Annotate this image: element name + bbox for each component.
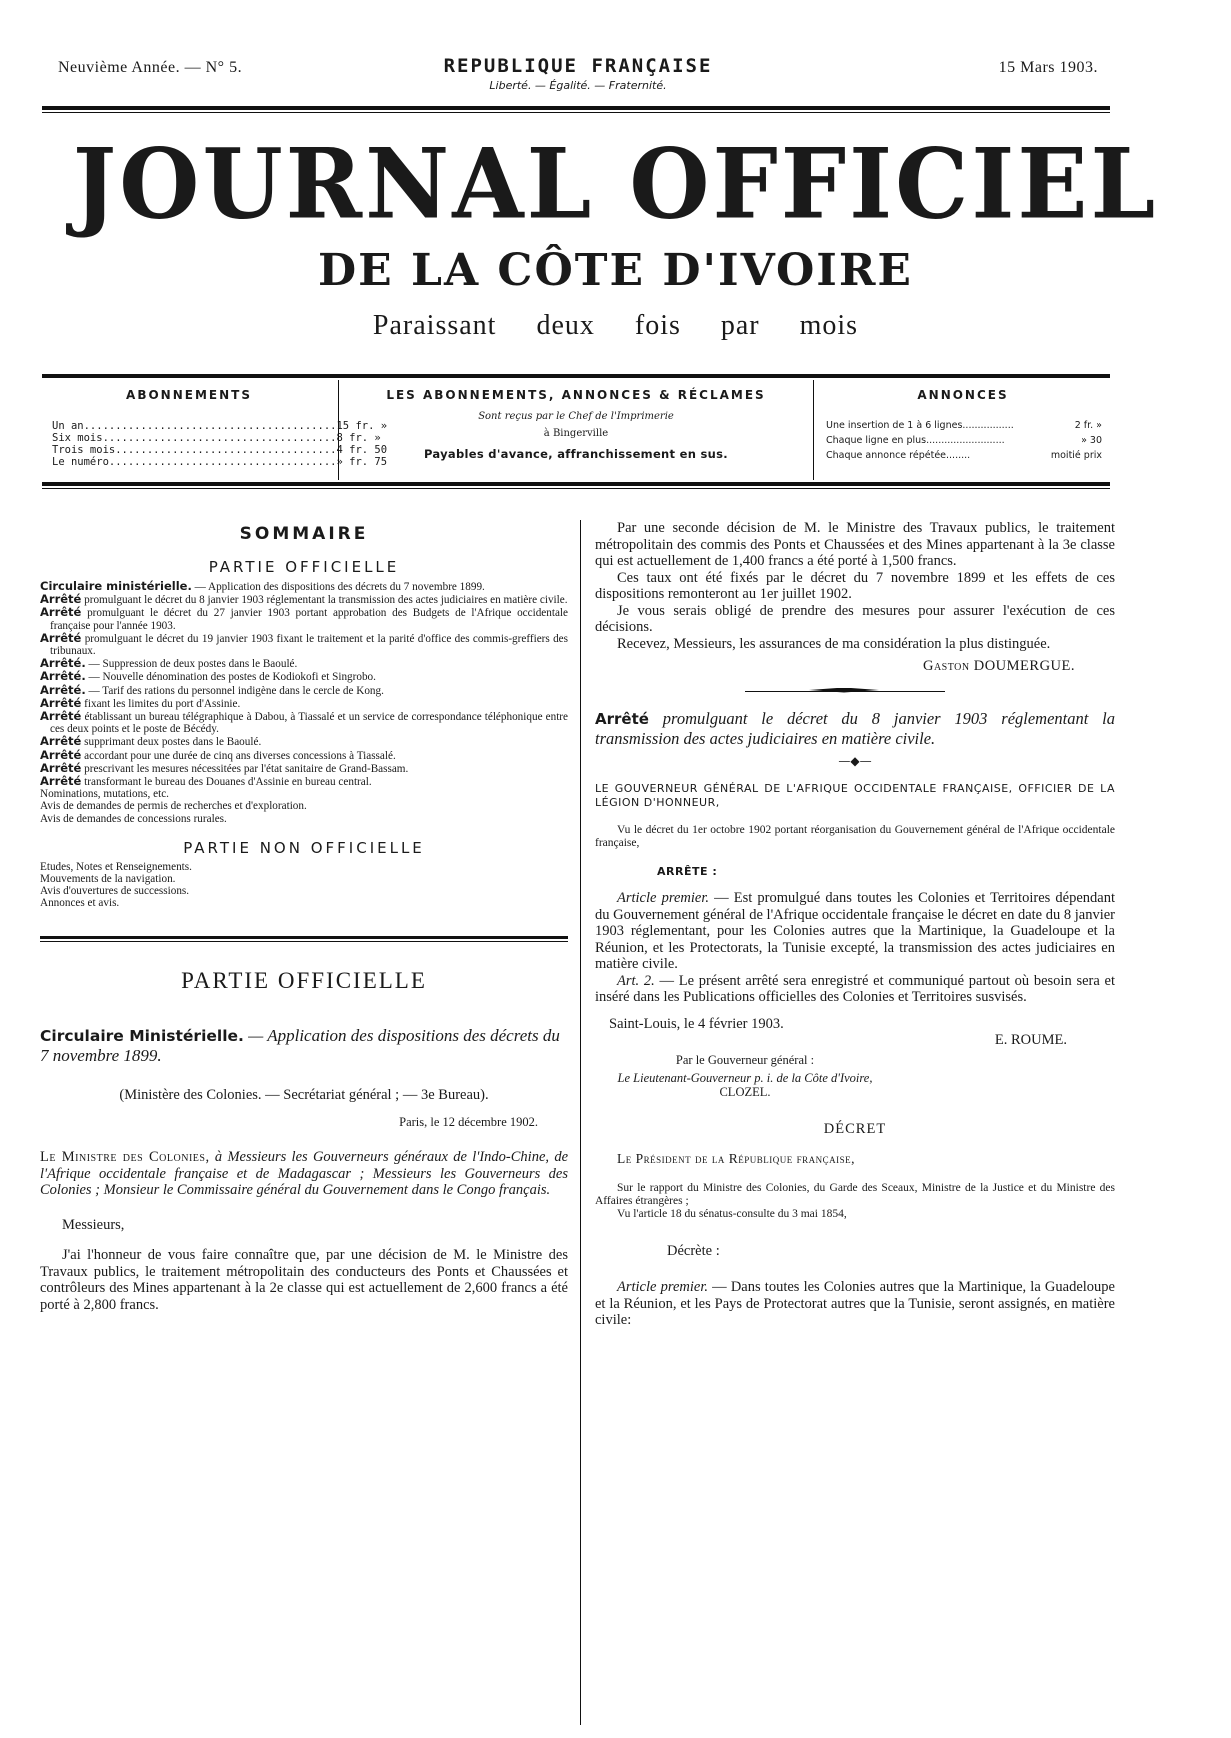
sommaire-item-kind: Circulaire ministérielle.	[40, 579, 192, 593]
subscription-price: 4 fr. 50	[336, 444, 388, 456]
sommaire-item-kind: Arrêté	[40, 734, 82, 749]
addressee-lead: Le Ministre des Colonies,	[40, 1149, 210, 1166]
sommaire-nonofficial-title: PARTIE NON OFFICIELLE	[183, 838, 425, 857]
right-column	[595, 520, 1115, 1329]
sommaire-item-kind: Arrêté.	[40, 682, 86, 697]
subscription-row	[52, 420, 388, 432]
ornament-rule	[595, 687, 1115, 695]
signature-doumergue: Gaston DOUMERGUE.	[922, 658, 1075, 674]
sommaire-item-text: prescrivant les mesures nécessitées par l'état sanitaire de Grand-Bassam.	[81, 762, 409, 775]
announcements-title: ANNONCES	[917, 388, 1009, 402]
official-part-title: PARTIE OFFICIELLE	[181, 967, 427, 993]
column-divider	[580, 520, 581, 1725]
sommaire-item-kind: Arrêté	[40, 630, 82, 645]
sommaire-list	[40, 580, 568, 825]
nonofficial-item: Avis d'ouvertures de successions.	[40, 885, 190, 898]
decret-article-1	[595, 1279, 1115, 1329]
arrete-kind: Arrêté	[595, 709, 649, 728]
subscription-row	[52, 444, 388, 456]
sommaire-extra: Avis de demandes de concessions rurales.	[40, 812, 227, 825]
governor-heading: LE GOUVERNEUR GÉNÉRAL DE L'AFRIQUE OCCIDENTALE FRANÇAISE, OFFICIER DE LA LÉGION D'HONNEUR,	[595, 781, 1115, 809]
section-rule	[40, 936, 568, 939]
sommaire-item-text: — Nouvelle dénomination des postes de Kodiokofi et Singrobo.	[85, 671, 376, 684]
announcement-row	[826, 418, 1102, 433]
sommaire-item-text: — Application des dispositions des décrets du 7 novembre 1899.	[191, 581, 485, 593]
announcements-column	[816, 380, 1110, 480]
sommaire-item-text: transformant le bureau des Douanes d'Assinie en bureau central.	[81, 776, 372, 789]
sommaire-item-kind: Arrêté.	[40, 669, 86, 684]
masthead-subtitle: DE LA CÔTE D'IVOIRE	[318, 245, 913, 296]
sommaire-item-text: accordant pour une durée de cinq ans diverses concessions à Tiassalé.	[81, 749, 396, 762]
sommaire-item	[40, 735, 568, 748]
header-rule	[42, 106, 1110, 110]
article-text: — Est promulgué dans toutes les Colonies et Territoires dépendant du Gouvernement général de l'Afrique occidentale française le décret en date du 8 janvier 1903 réglementant, pour les Colonies autres que la Martinique, la Guadeloupe et la Réunion, et les Protectorats, la Tunisie excepté, la transmission des actes judiciaires en matière civile.	[595, 890, 1115, 972]
circular-paragraph: Recevez, Messieurs, les assurances de ma considération la plus distinguée.	[617, 635, 1051, 652]
circular-subject: — Application des dispositions des décrets du 7 novembre 1899.	[40, 1025, 560, 1065]
sommaire-item-text: supprimant deux postes dans le Baoulé.	[81, 736, 262, 749]
subscription-row	[52, 456, 388, 468]
header-bar	[58, 55, 1098, 101]
arrete-label: ARRÊTE :	[657, 864, 718, 878]
addressee-text: à Messieurs les Gouverneurs généraux de l'Indo-Chine, de l'Afrique occidentale française et de Madagascar ; Messieurs les Gouverneurs des Colonies ; Monsieur le Commissaire général du Gouvernement dans le Congo français.	[40, 1149, 569, 1199]
sommaire-extra: Avis de demandes de permis de recherches et d'exploration.	[40, 800, 307, 813]
sommaire-item	[40, 593, 568, 606]
sommaire-item	[40, 632, 568, 657]
announcement-row	[826, 448, 1102, 463]
article-2	[595, 973, 1115, 1006]
circular-paragraph: J'ai l'honneur de vous faire connaître que, par une décision de M. le Ministre des Travaux publics, le traitement métropolitain des conducteurs des Ponts et Chaussées et contrôleurs des Mines appartenant à la 2e classe qui est actuellement de 2,600 francs a été porté à 2,800 francs.	[40, 1247, 568, 1313]
article-text: — Dans toutes les Colonies autres que la Martinique, la Guadeloupe et la Réunion, et les Pays de Protectorat autres que la Tunisie, seront assignés, en matière civile:	[595, 1279, 1115, 1328]
sommaire-item	[40, 762, 568, 775]
article-1	[595, 890, 1115, 973]
salutation: Messieurs,	[62, 1216, 125, 1233]
sommaire-item-kind: Arrêté	[40, 774, 82, 789]
ministry-line: (Ministère des Colonies. — Secrétariat général ; — 3e Bureau).	[119, 1086, 489, 1103]
announcement-label: Une insertion de 1 à 6 lignes.................	[826, 420, 1014, 431]
circular-paragraph: Par une seconde décision de M. le Ministre des Travaux publics, le traitement métropolitain des commis des Ponts et Chaussées et des Mines appartenant à la 3e classe qui est actuellement de 1,400 francs a été porté à 1,500 francs.	[595, 520, 1115, 569]
sommaire-item-kind: Arrêté	[40, 760, 82, 775]
sommaire-item-text: — Suppression de deux postes dans le Baoulé.	[85, 658, 298, 671]
box-bottom-rule	[42, 482, 1110, 486]
signature-clozel: CLOZEL.	[719, 1084, 771, 1099]
header-rule-thin	[42, 112, 1110, 113]
announcement-label: Chaque annonce répétée........	[826, 450, 971, 461]
box-top-rule	[42, 374, 1110, 378]
announcement-price: 2 fr. »	[1074, 420, 1102, 431]
sommaire-item	[40, 775, 568, 788]
rapport-clause: Sur le rapport du Ministre des Colonies, du Garde des Sceaux, Ministre de la Justice et du Ministre des Affaires étrangères ;	[595, 1181, 1115, 1207]
subscription-row	[52, 432, 381, 444]
announcement-row	[826, 433, 1102, 448]
sommaire-item	[40, 670, 568, 683]
signature-roume: E. ROUME.	[994, 1032, 1067, 1048]
article-lead: Article premier.	[617, 890, 709, 906]
vu-clause-2: Vu l'article 18 du sénatus-consulte du 3 mai 1854,	[617, 1207, 847, 1220]
subscription-label: Un an........................................	[52, 420, 337, 432]
ornament-diamond	[809, 688, 879, 693]
motto: Liberté. — Égalité. — Fraternité.	[489, 79, 667, 92]
sommaire-official-title: PARTIE OFFICIELLE	[208, 558, 400, 576]
masthead-title: JOURNAL OFFICIEL	[72, 127, 1159, 241]
sommaire-item-text: promulguant le décret du 8 janvier 1903 réglementant la transmission des actes judiciaires en matière civile.	[81, 594, 568, 607]
sommaire-item	[40, 684, 568, 697]
issue-number: Neuvième Année. — N° 5.	[58, 59, 243, 76]
sommaire-title: SOMMAIRE	[239, 524, 369, 544]
subscription-box	[42, 380, 1110, 480]
sommaire-item-text: établissant un bureau télégraphique à Dabou, à Tiassalé et un service de correspondance téléphonique entre ces deux points et le poste de Bécédy.	[50, 711, 568, 736]
sommaire-item-kind: Arrêté	[40, 592, 82, 607]
nonofficial-item: Mouvements de la navigation.	[40, 873, 176, 886]
subscription-label: Le numéro....................................	[52, 456, 337, 468]
subscriptions-column	[42, 380, 388, 480]
subscription-price: 8 fr. »	[336, 432, 381, 444]
circular-title	[40, 1026, 568, 1065]
sommaire-item-kind: Arrêté	[40, 605, 82, 620]
sommaire-item	[40, 749, 568, 762]
center-info-column	[338, 380, 814, 480]
center-info-title: LES ABONNEMENTS, ANNONCES & RÉCLAMES	[386, 388, 766, 402]
center-info-line: à Bingerville	[543, 428, 609, 439]
circular-paragraph: Je vous serais obligé de prendre des mesures pour assurer l'exécution de ces décisions.	[595, 602, 1115, 635]
sommaire-item	[40, 606, 568, 631]
sommaire-item	[40, 657, 568, 670]
lieutenant-governor: Le Lieutenant-Gouverneur p. i. de la Côte d'Ivoire,	[617, 1070, 873, 1085]
signature-row	[595, 1016, 1115, 1033]
box-bottom-rule-thin	[42, 488, 1110, 489]
announcement-price: » 30	[1081, 435, 1102, 446]
circular-date: Paris, le 12 décembre 1902.	[399, 1115, 538, 1130]
nonofficial-item: Etudes, Notes et Renseignements.	[40, 860, 192, 873]
president-line: Le Président de la République française,	[617, 1151, 856, 1166]
center-info-line: Sont reçus par le Chef de l'Imprimerie	[478, 411, 674, 422]
nonofficial-list	[40, 861, 568, 910]
sommaire-item-text: fixant les limites du port d'Assinie.	[81, 697, 241, 710]
addressee	[40, 1149, 568, 1199]
par-le-gouverneur: Par le Gouverneur général :	[675, 1052, 815, 1067]
decrete-label: Décrète :	[667, 1242, 720, 1259]
sommaire-item-text: promulguant le décret du 19 janvier 1903 fixant le traitement et la parité d'office des commis-greffiers des tribunaux.	[50, 632, 568, 658]
circular-paragraph: Ces taux ont été fixés par le décret du 7 novembre 1899 et les effets de ces dispositions remonteront au 1er juillet 1902.	[595, 569, 1115, 602]
sommaire-item	[40, 697, 568, 710]
sommaire-item-kind: Arrêté	[40, 709, 82, 724]
small-ornament: —◆—	[838, 753, 872, 768]
article-lead: Article premier.	[617, 1279, 709, 1295]
republic-title: REPUBLIQUE FRANÇAISE	[443, 55, 713, 77]
issue-date: 15 Mars 1903.	[998, 59, 1098, 76]
subscription-label: Six mois.....................................	[52, 432, 337, 444]
center-info-payment: Payables d'avance, affranchissement en sus.	[424, 447, 728, 461]
article-text: — Le présent arrêté sera enregistré et communiqué partout où besoin sera et inséré dans les Publications officielles des Colonies et Territoires susvisés.	[595, 972, 1116, 1005]
left-column	[40, 520, 568, 1313]
arrete-subject: promulguant le décret du 8 janvier 1903 réglementant la transmission des actes judiciaires en matière civile.	[595, 708, 1115, 748]
arrete-place-date: Saint-Louis, le 4 février 1903.	[609, 1015, 784, 1032]
announcement-price: moitié prix	[1050, 450, 1102, 461]
sommaire-item-text: promulguant le décret du 27 janvier 1903 portant approbation des Budgets de l'Afrique occidentale française pour l'année 1903.	[50, 607, 568, 632]
article-lead: Art. 2.	[617, 972, 655, 989]
subscriptions-title: ABONNEMENTS	[126, 388, 252, 402]
masthead-tagline: Paraissant deux fois par mois	[372, 310, 859, 341]
announcement-label: Chaque ligne en plus..........................	[826, 435, 1005, 446]
vu-clause: Vu le décret du 1er octobre 1902 portant réorganisation du Gouvernement général de l'Afrique occidentale française,	[595, 823, 1115, 849]
subscription-price: 15 fr. »	[336, 420, 388, 432]
sommaire-item-kind: Arrêté	[40, 695, 82, 710]
arrete-title	[595, 709, 1115, 748]
sommaire-item	[40, 710, 568, 735]
republic-block	[388, 55, 768, 92]
decret-title: DÉCRET	[823, 1120, 887, 1137]
sommaire-item	[40, 580, 568, 593]
nonofficial-item: Annonces et avis.	[40, 897, 120, 910]
sommaire-item-text: — Tarif des rations du personnel indigène dans le cercle de Kong.	[85, 684, 384, 697]
subscription-price: » fr. 75	[336, 456, 388, 468]
sommaire-extra: Nominations, mutations, etc.	[40, 788, 169, 801]
section-rule-thin	[40, 941, 568, 942]
subscription-label: Trois mois...................................	[52, 444, 337, 456]
sommaire-item-kind: Arrêté.	[40, 656, 86, 671]
sommaire-item-kind: Arrêté	[40, 747, 82, 762]
circular-kind: Circulaire Ministérielle.	[40, 1026, 244, 1045]
